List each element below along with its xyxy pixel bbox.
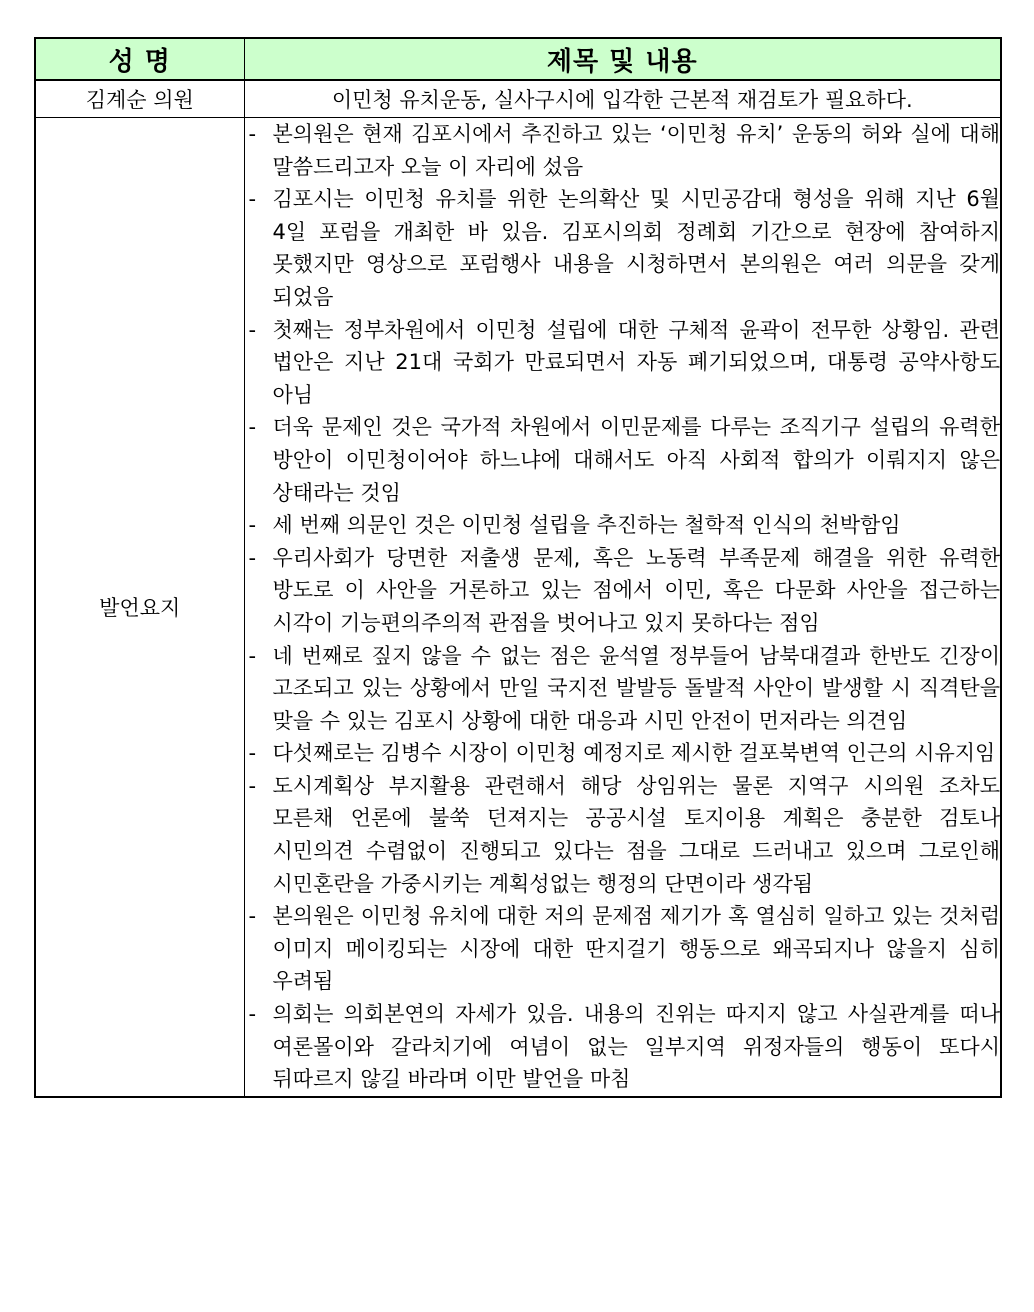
- summary-point-text: 다섯째로는 김병수 시장이 이민청 예정지로 제시한 걸포북변역 인근의 시유지임: [272, 741, 996, 766]
- header-title-content: 제목 및 내용: [244, 38, 1001, 80]
- summary-point-text: 본의원은 이민청 유치에 대한 저의 문제점 제기가 혹 열심히 일하고 있는 것처럼 이미지 메이킹되는 시장에 대한 딴지걸기 행동으로 왜곡되지나 않을지 심히 우려됨: [272, 904, 1000, 994]
- header-row: [35, 38, 1001, 80]
- summary-point: [245, 640, 1001, 738]
- summary-point-text: 세 번째 의문인 것은 이민청 설립을 추진하는 철학적 인식의 천박함임: [272, 513, 901, 538]
- bullet-dash: -: [248, 1002, 257, 1027]
- summary-point: [245, 737, 1001, 770]
- bullet-dash: -: [248, 187, 257, 212]
- speech-title: 이민청 유치운동, 실사구시에 입각한 근본적 재검토가 필요하다.: [244, 80, 1001, 118]
- summary-label: 발언요지: [35, 118, 244, 1097]
- summary-point-text: 의회는 의회본연의 자세가 있음. 내용의 진위는 따지지 않고 사실관계를 떠나 여론몰이와 갈라치기에 여념이 없는 일부지역 위정자들의 행동이 또다시 뒤따르지 않길 바라며 이만 발언을 마침: [272, 1002, 1000, 1092]
- bullet-dash: -: [248, 513, 257, 538]
- bullet-dash: -: [248, 415, 257, 440]
- bullet-dash: -: [248, 773, 257, 798]
- summary-point: [245, 998, 1001, 1096]
- summary-point-text: 첫째는 정부차원에서 이민청 설립에 대한 구체적 윤곽이 전무한 상황임. 관련 법안은 지난 21대 국회가 만료되면서 자동 폐기되었으며, 대통령 공약사항도 아님: [272, 317, 1000, 407]
- summary-point-text: 도시계획상 부지활용 관련해서 해당 상임위는 물론 지역구 시의원 조차도 모른채 언론에 불쑥 던져지는 공공시설 토지이용 계획은 충분한 검토나 시민의견 수렴없이 진행되고 있다는 점을 그대로 드러내고 있으며 그로인해 시민혼란을 가중시키는 계획성없는 행정의 단면이라 생각됨: [272, 773, 1000, 896]
- summary-point: [245, 542, 1001, 640]
- summary-row: [35, 118, 1001, 1097]
- bullet-dash: -: [248, 741, 257, 766]
- summary-points: [245, 118, 1001, 1096]
- speaker-row: [35, 80, 1001, 118]
- summary-point: [245, 183, 1001, 313]
- bullet-dash: -: [248, 317, 257, 342]
- summary-point: [245, 314, 1001, 412]
- summary-point: [245, 118, 1001, 183]
- summary-point: [245, 900, 1001, 998]
- summary-point-text: 우리사회가 당면한 저출생 문제, 혹은 노동력 부족문제 해결을 위한 유력한 방도로 이 사안을 거론하고 있는 점에서 이민, 혹은 다문화 사안을 접근하는 시각이 기능편의주의적 관점을 벗어나고 있지 못하다는 점임: [272, 545, 1000, 635]
- summary-point: [245, 411, 1001, 509]
- speaker-name: 김계순 의원: [35, 80, 244, 118]
- summary-point-text: 네 번째로 짚지 않을 수 없는 점은 윤석열 정부들어 남북대결과 한반도 긴장이 고조되고 있는 상황에서 만일 국지전 발발등 돌발적 사안이 발생할 시 직격탄을 맞을 수 있는 김포시 상황에 대한 대응과 시민 안전이 먼저라는 의견임: [272, 643, 1000, 733]
- summary-body: [244, 118, 1001, 1097]
- bullet-dash: -: [248, 545, 257, 570]
- summary-point: [245, 770, 1001, 900]
- summary-point-text: 더욱 문제인 것은 국가적 차원에서 이민문제를 다루는 조직기구 설립의 유력한 방안이 이민청이어야 하느냐에 대해서도 아직 사회적 합의가 이뤄지지 않은 상태라는 것임: [272, 415, 1000, 505]
- summary-point: [245, 509, 1001, 542]
- bullet-dash: -: [248, 904, 257, 929]
- bullet-dash: -: [248, 122, 257, 146]
- summary-point-text: 김포시는 이민청 유치를 위한 논의확산 및 시민공감대 형성을 위해 지난 6월 4일 포럼을 개최한 바 있음. 김포시의회 정례회 기간으로 현장에 참여하지 못했지만 영상으로 포럼행사 내용을 시청하면서 본의원은 여러 의문을 갖게 되었음: [272, 187, 1000, 309]
- bullet-dash: -: [248, 643, 257, 668]
- summary-point-text: 본의원은 현재 김포시에서 추진하고 있는 ‘이민청 유치’ 운동의 허와 실에 대해 말씀드리고자 오늘 이 자리에 섰음: [272, 122, 1000, 179]
- speech-summary-table: [34, 37, 1002, 1098]
- header-name: 성 명: [35, 38, 244, 80]
